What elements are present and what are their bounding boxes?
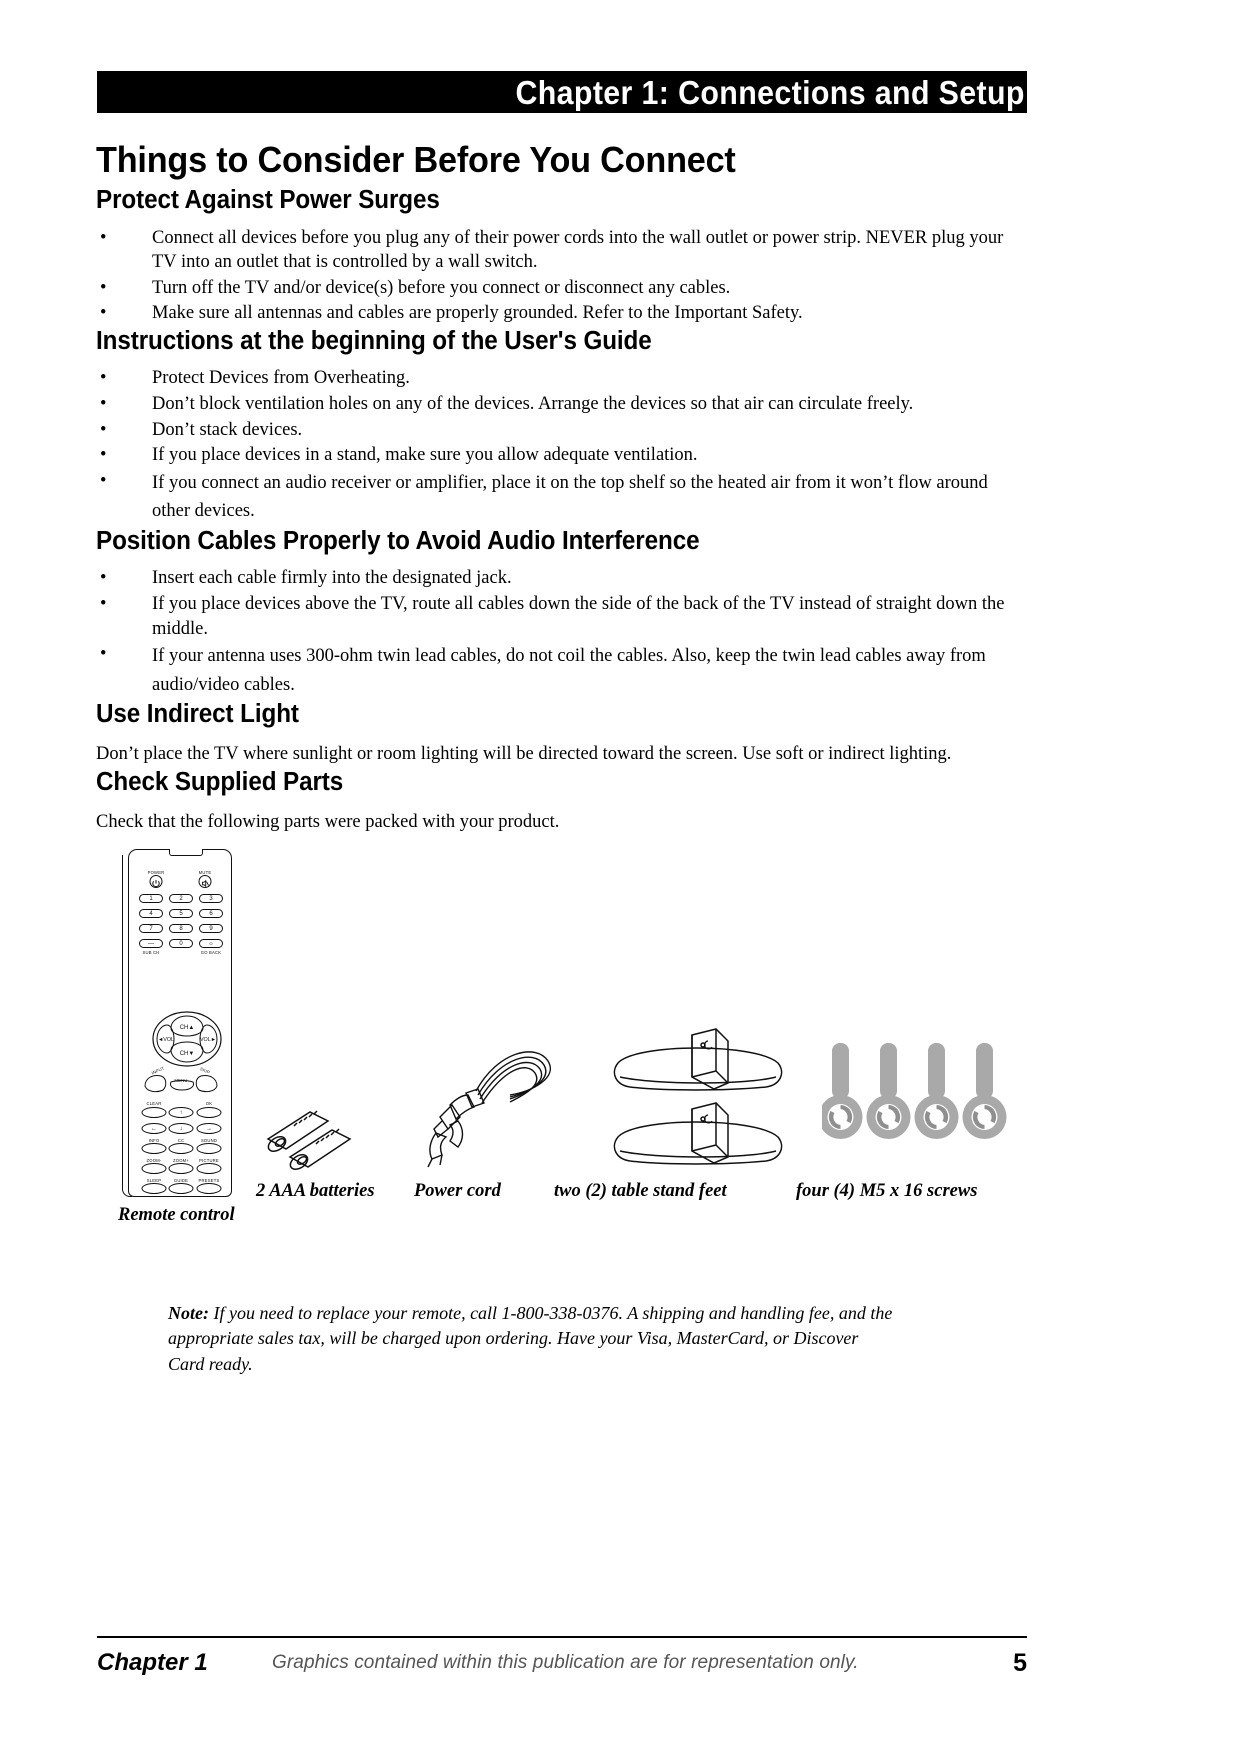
bullet-dot: •: [100, 419, 107, 440]
mute-icon: [199, 875, 212, 888]
caption-power-cord: Power cord: [414, 1180, 501, 1201]
remote-label-clear: CLEAR: [146, 1100, 162, 1106]
remote-label-presets: PRESETS: [198, 1177, 220, 1183]
remote-key-2: 2: [169, 894, 193, 904]
list-item-text: If your antenna uses 300-ohm twin lead cables, do not coil the cables. Also, keep the twin lead cables away from audio/video cables.: [152, 646, 986, 695]
section-heading-indirect-light: Use Indirect Light: [96, 700, 299, 729]
remote-button-zoom-in: [169, 1163, 194, 1174]
list-item: [96, 366, 1026, 391]
power-symbol-icon: [151, 878, 162, 889]
remote-label-picture: PICTURE: [199, 1157, 219, 1163]
note-block: [168, 1301, 898, 1378]
bullet-dot: •: [100, 568, 107, 589]
remote-key-dash: —: [139, 939, 163, 949]
remote-label-power: POWER: [147, 869, 165, 875]
remote-key-8: 8: [169, 924, 193, 934]
list-item-text: If you place devices in a stand, make sure you allow adequate ventilation.: [152, 445, 698, 466]
bullet-dot: •: [100, 368, 107, 389]
list-item-text: If you place devices above the TV, route all cables down the side of the back of the TV instead of straight down the middle.: [152, 593, 1005, 639]
remote-control-illustration: [122, 849, 238, 1205]
caption-screws: four (4) M5 x 16 screws: [796, 1180, 978, 1201]
chapter-header-title: Chapter 1: Connections and Setup: [515, 73, 1026, 111]
remote-label-menu: MENU: [174, 1077, 188, 1083]
list-item: [96, 301, 1026, 326]
remote-label-guide: GUIDE: [173, 1177, 189, 1183]
caption-stand-feet: two (2) table stand feet: [554, 1180, 727, 1201]
list-item-text: Insert each cable firmly into the designated jack.: [152, 568, 512, 589]
remote-button-up-arrow: ↑: [169, 1107, 194, 1118]
remote-function-keys: [141, 1072, 221, 1094]
footer-disclaimer: Graphics contained within this publication are for representation only.: [272, 1652, 859, 1673]
list-item-text: Protect Devices from Overheating.: [152, 368, 410, 389]
remote-label-sleep: SLEEP: [146, 1177, 162, 1183]
remote-key-3: 3: [199, 894, 223, 904]
remote-label-ok: OK: [205, 1100, 213, 1106]
chapter-header-bar: [97, 71, 1027, 113]
section-heading-instructions: Instructions at the beginning of the User's Guide: [96, 327, 652, 355]
remote-label-info: INFO: [148, 1137, 160, 1143]
remote-button-left-arrow: ←: [142, 1123, 167, 1134]
list-item-text: Don’t stack devices.: [152, 419, 303, 440]
remote-button-sound: [197, 1143, 222, 1154]
remote-label-mute: MUTE: [198, 869, 212, 875]
list-item: [96, 226, 1026, 275]
remote-label-goback: GO BACK: [200, 949, 222, 955]
remote-label-sound: SOUND: [200, 1137, 218, 1143]
remote-top-notch: [169, 849, 203, 856]
list-item-text: If you connect an audio receiver or amplifier, place it on the top shelf so the heated air from it won’t flow around other devices.: [152, 472, 988, 522]
list-item-text: Make sure all antennas and cables are properly grounded. Refer to the Important Safety.: [152, 303, 803, 324]
footer-divider: [97, 1636, 1027, 1638]
footer-chapter-label: Chapter 1: [97, 1649, 208, 1676]
power-icon: [150, 875, 163, 888]
bullet-list-instructions: [96, 366, 1026, 526]
list-item: [96, 469, 1026, 526]
screw: [915, 1043, 959, 1139]
paragraph-check-parts: Check that the following parts were packed with your product.: [96, 811, 560, 832]
list-item: [96, 392, 1026, 417]
remote-key-0: 0: [169, 939, 193, 949]
svg-text:◄VOL: ◄VOL: [157, 1036, 175, 1043]
list-item: [96, 443, 1026, 468]
page-footer: [97, 1646, 1027, 1680]
power-cord-illustration: [406, 1029, 566, 1179]
section-heading-power-surges: Protect Against Power Surges: [96, 186, 440, 215]
caption-remote-control: Remote control: [118, 1204, 235, 1225]
list-item: [96, 642, 1026, 699]
remote-key-4: 4: [139, 909, 163, 919]
bullet-dot: •: [100, 644, 107, 665]
remote-key-5: 5: [169, 909, 193, 919]
note-label: Note:: [168, 1302, 209, 1323]
remote-button-info: [142, 1143, 167, 1154]
note-text: If you need to replace your remote, call 1-800-338-0376. A shipping and handling fee, and the appropriate sales tax, will be charged upon ordering. Have your Visa, MasterCard, or Discover Card ready.: [168, 1302, 893, 1374]
list-item-text: Turn off the TV and/or device(s) before you connect or disconnect any cables.: [152, 277, 731, 298]
list-item: [96, 592, 1026, 641]
remote-button-zoom-out: [142, 1163, 167, 1174]
bullet-dot: •: [100, 303, 107, 324]
remote-button-picture: [197, 1163, 222, 1174]
page-title: Things to Consider Before You Connect: [96, 139, 736, 180]
footer-page-number: 5: [1013, 1648, 1027, 1677]
remote-label-cc: CC: [177, 1137, 185, 1143]
bullet-dot: •: [100, 470, 107, 491]
dpad-navigation-cluster: [151, 1010, 223, 1068]
remote-key-9: 9: [199, 924, 223, 934]
remote-body: [128, 849, 232, 1197]
screw: [822, 1043, 863, 1139]
remote-button-right-arrow: →: [197, 1123, 222, 1134]
caption-batteries: 2 AAA batteries: [256, 1180, 375, 1201]
remote-label-zoom-in: ZOOM+: [172, 1157, 190, 1163]
remote-button-ok: [197, 1107, 222, 1118]
list-item-text: Connect all devices before you plug any of their power cords into the wall outlet or power strip. NEVER plug your TV into an outlet that is controlled by a wall switch.: [152, 227, 1004, 273]
section-heading-position-cables: Position Cables Properly to Avoid Audio Interference: [96, 527, 700, 556]
bullet-dot: •: [100, 593, 107, 614]
svg-text:CH▼: CH▼: [179, 1050, 195, 1057]
screw: [867, 1043, 911, 1139]
m5-screws-illustration: [822, 1039, 1022, 1169]
list-item: [96, 566, 1026, 591]
remote-key-1: 1: [139, 894, 163, 904]
remote-label-skip: SKIP: [199, 1065, 211, 1075]
table-stand-feet-illustration: [606, 1027, 796, 1175]
remote-button-down-arrow: ↓: [169, 1123, 194, 1134]
svg-text:VOL►: VOL►: [199, 1036, 217, 1043]
paragraph-indirect-light: Don’t place the TV where sunlight or room lighting will be directed toward the screen. Use soft or indirect lighting.: [96, 743, 952, 764]
bullet-dot: •: [100, 393, 107, 414]
supplied-parts-figure: [96, 849, 1026, 1249]
speaker-mute-symbol-icon: [200, 878, 211, 889]
remote-label-input: INPUT: [150, 1065, 166, 1076]
remote-button-clear: [142, 1107, 167, 1118]
remote-button-cc: [169, 1143, 194, 1154]
aaa-batteries-illustration: [254, 1085, 374, 1181]
bullet-dot: •: [100, 277, 107, 298]
remote-label-subch: SUB CH: [142, 949, 160, 955]
remote-label-zoom-out: ZOOM-: [146, 1157, 162, 1163]
remote-key-7: 7: [139, 924, 163, 934]
screw: [963, 1043, 1007, 1139]
bullet-list-position-cables: [96, 566, 1026, 699]
svg-text:CH▲: CH▲: [179, 1024, 195, 1031]
bullet-list-power-surges: [96, 226, 1026, 326]
remote-key-6: 6: [199, 909, 223, 919]
list-item-text: Don’t block ventilation holes on any of the devices. Arrange the devices so that air can circulate freely.: [152, 393, 914, 414]
bullet-dot: •: [100, 227, 107, 248]
list-item: [96, 276, 1026, 301]
bullet-dot: •: [100, 445, 107, 466]
section-heading-check-parts: Check Supplied Parts: [96, 768, 344, 797]
remote-key-goback: ☼: [199, 939, 223, 949]
list-item: [96, 418, 1026, 443]
page-content: [96, 140, 1026, 1377]
